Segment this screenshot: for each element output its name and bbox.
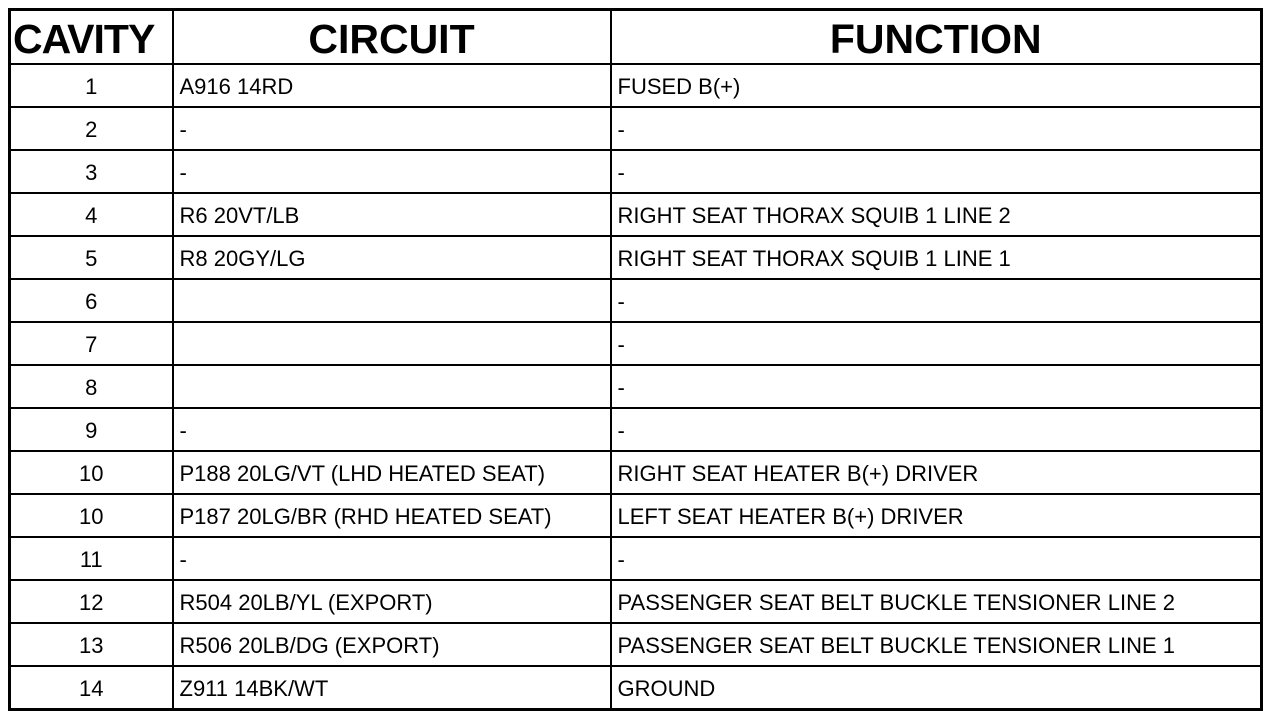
table-row	[10, 537, 1262, 580]
cavity-cell: 3	[10, 150, 173, 193]
table-row	[10, 494, 1262, 537]
function-cell: GROUND	[611, 666, 1262, 710]
circuit-cell: -	[173, 537, 611, 580]
function-cell: -	[611, 150, 1262, 193]
circuit-cell	[173, 322, 611, 365]
table-row	[10, 64, 1262, 107]
cavity-cell: 13	[10, 623, 173, 666]
function-cell: RIGHT SEAT HEATER B(+) DRIVER	[611, 451, 1262, 494]
function-cell: -	[611, 107, 1262, 150]
circuit-cell: -	[173, 150, 611, 193]
circuit-cell: R506 20LB/DG (EXPORT)	[173, 623, 611, 666]
circuit-cell: R504 20LB/YL (EXPORT)	[173, 580, 611, 623]
circuit-cell: P187 20LG/BR (RHD HEATED SEAT)	[173, 494, 611, 537]
table-row	[10, 580, 1262, 623]
cavity-cell: 10	[10, 451, 173, 494]
table-row	[10, 279, 1262, 322]
circuit-cell: -	[173, 408, 611, 451]
header-circuit: CIRCUIT	[173, 10, 611, 65]
header-row	[10, 10, 1262, 65]
table-row	[10, 193, 1262, 236]
header-cavity: CAVITY	[10, 10, 173, 65]
circuit-cell	[173, 279, 611, 322]
circuit-cell	[173, 365, 611, 408]
table-row	[10, 666, 1262, 710]
table-row	[10, 408, 1262, 451]
table-header	[10, 10, 1262, 65]
cavity-cell: 4	[10, 193, 173, 236]
cavity-cell: 10	[10, 494, 173, 537]
cavity-cell: 9	[10, 408, 173, 451]
cavity-cell: 8	[10, 365, 173, 408]
function-cell: -	[611, 322, 1262, 365]
circuit-cell: P188 20LG/VT (LHD HEATED SEAT)	[173, 451, 611, 494]
cavity-cell: 11	[10, 537, 173, 580]
table-row	[10, 451, 1262, 494]
table-row	[10, 150, 1262, 193]
function-cell: -	[611, 365, 1262, 408]
table-row	[10, 107, 1262, 150]
cavity-cell: 7	[10, 322, 173, 365]
function-cell: RIGHT SEAT THORAX SQUIB 1 LINE 2	[611, 193, 1262, 236]
table-row	[10, 623, 1262, 666]
circuit-cell: Z911 14BK/WT	[173, 666, 611, 710]
function-cell: -	[611, 537, 1262, 580]
circuit-cell: R6 20VT/LB	[173, 193, 611, 236]
circuit-cell: A916 14RD	[173, 64, 611, 107]
pinout-table	[8, 8, 1263, 711]
table-row	[10, 322, 1262, 365]
cavity-cell: 6	[10, 279, 173, 322]
table-row	[10, 236, 1262, 279]
cavity-cell: 2	[10, 107, 173, 150]
cavity-cell: 1	[10, 64, 173, 107]
function-cell: -	[611, 279, 1262, 322]
function-cell: RIGHT SEAT THORAX SQUIB 1 LINE 1	[611, 236, 1262, 279]
cavity-cell: 5	[10, 236, 173, 279]
cavity-cell: 12	[10, 580, 173, 623]
circuit-cell: -	[173, 107, 611, 150]
function-cell: LEFT SEAT HEATER B(+) DRIVER	[611, 494, 1262, 537]
header-function: FUNCTION	[611, 10, 1262, 65]
circuit-cell: R8 20GY/LG	[173, 236, 611, 279]
function-cell: -	[611, 408, 1262, 451]
function-cell: PASSENGER SEAT BELT BUCKLE TENSIONER LINE 2	[611, 580, 1262, 623]
cavity-cell: 14	[10, 666, 173, 710]
function-cell: PASSENGER SEAT BELT BUCKLE TENSIONER LINE 1	[611, 623, 1262, 666]
function-cell: FUSED B(+)	[611, 64, 1262, 107]
table-body	[10, 64, 1262, 710]
table-row	[10, 365, 1262, 408]
